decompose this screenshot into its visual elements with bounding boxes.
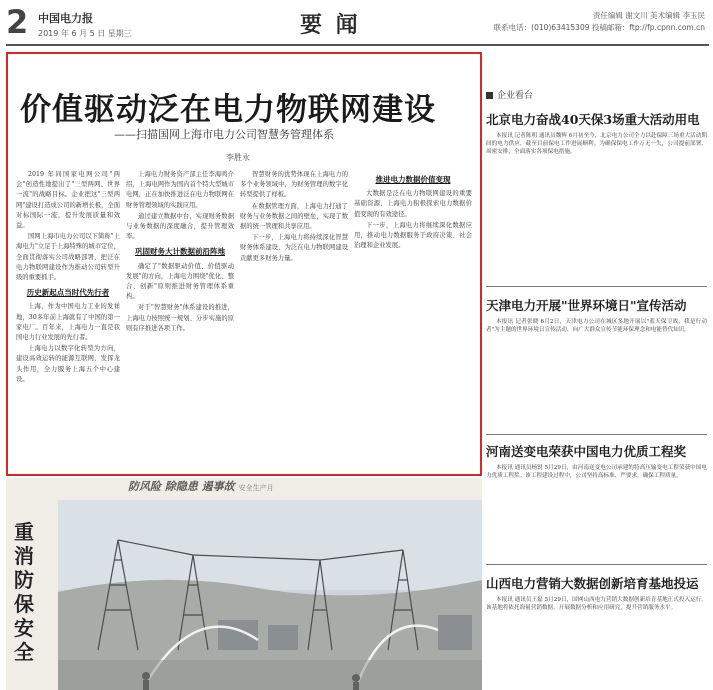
page-number: 2: [6, 3, 29, 41]
sidebar-article-title: 河南送变电荣获中国电力优质工程奖: [486, 444, 687, 459]
firefighting-photo: [58, 500, 482, 690]
section-title: 要 闻: [300, 12, 361, 38]
sidebar-divider: [486, 286, 707, 287]
enterprise-label-text: 企业看台: [497, 91, 534, 101]
paragraph: 本报讯 记者陈明 通讯员魏辉 6月初至今，北京电力公司全力以赴保障三场重大活动期间的电力供应，截至目前保电工作进展顺利。为确保保电工作万无一失，公司提前部署、周密安排，全面落实各项保电措施。: [486, 133, 707, 156]
paragraph: 在数据管理方面，上海电力打通了财务与业务数据之间的壁垒，实现了数据的统一管理和共享应用。: [240, 202, 348, 231]
paragraph: 上海，作为中国电力工业的发祥地，30多年前上海就有了中国的第一家电厂。百年来，上海电力一直是我国电力行业发展的先行者。: [16, 303, 120, 342]
paragraph: 确定了"数据驱动价值、价值驱动发展"的方向，上海电力围绕"优化、整合、创新"原则推进财务管理体系重构。: [126, 262, 234, 301]
safety-banner-text: 防风险 除隐患 遏事故: [128, 480, 235, 493]
sidebar-article-body: [486, 464, 707, 560]
lead-column-1: [16, 170, 120, 470]
header-rule: [6, 44, 709, 46]
sidebar-article-title: 北京电力奋战40天保3场重大活动用电: [486, 112, 700, 127]
sidebar-article-title: 天津电力开展"世界环境日"宣传活动: [486, 298, 687, 313]
lead-headline: 价值驱动泛在电力物联网建设: [20, 92, 436, 128]
lead-column-2: [126, 170, 234, 470]
safety-banner: [128, 478, 368, 498]
square-bullet-icon: [486, 92, 493, 99]
sidebar-article-body: [486, 596, 707, 688]
paragraph: 本报讯 通讯员王磊 5月29日，国网山西电力营销大数据创新培育基地正式投入运行。该基地将依托海量营销数据，开展数据分析和应用研究，提升营销服务水平。: [486, 597, 707, 612]
editors-line-2: 联系电话：(010)63415309 投稿邮箱：ftp://fp.cpnn.com.cn: [493, 23, 705, 32]
paragraph: 上海电力财务资产部主任李海鸣介绍，上海电网作为国内首个特大型城市电网，正在加快推进泛在电力物联网在财务管理领域的实践应用。: [126, 171, 234, 209]
paragraph: 本报讯 记者张晓 6月2日，天津电力公司在城区多地开展以"蓝天保卫战，我是行动者"为主题的世界环境日宣传活动，向广大群众宣传节能环保理念和电能替代知识。: [486, 319, 707, 334]
section-subheading: 历史新起点当时代先行者: [26, 288, 110, 298]
sidebar-article-title: 山西电力营销大数据创新培育基地投运: [486, 576, 699, 591]
paper-date: 2019 年 6 月 5 日 星期三: [38, 29, 132, 38]
paragraph: 2019 年同国家电网公司"两会"创造性地提出了"三型两网、世界一流"的战略目标。企业把这"三型两网"建设打造成公司的新增长极，全面对标国际一流，提升发展质量和效益。: [16, 171, 120, 230]
paragraph: 下一步，上海电力将持续深化智慧财务体系建设，为泛在电力物联网建设贡献更多财务力量。: [240, 234, 348, 262]
safety-banner-sub: 安全生产月: [238, 484, 274, 492]
paragraph: 下一步，上海电力将继续深化数据应用，推动电力数据服务于政府决策、社会治理和企业发展。: [354, 221, 472, 250]
paragraph: 上海电力以数字化转型为方向，建设高效运转的能源互联网，发挥龙头作用，全力服务上海五个中心建设。: [16, 345, 120, 383]
paper-name: 中国电力报: [38, 12, 93, 25]
section-subheading: 推进电力数据价值变现: [375, 175, 451, 184]
lead-subhead: ——扫描国网上海市电力公司智慧务管理体系: [114, 128, 334, 141]
newspaper-header: [0, 0, 713, 46]
vertical-title: 重消防 保安全: [14, 520, 34, 664]
editors-line-1: 责任编辑 谢文川 美术编辑 李玉民: [592, 11, 705, 20]
paragraph: 智慧财务的优势体现在上海电力的多个业务领域中，为财务管理的数字化转型提供了样板。: [240, 171, 348, 199]
paragraph: 本报讯 通讯员杨锐 5月29日，由河南送变电公司承建的特高压输变电工程荣获中国电力优质工程奖。该工程建设过程中，公司坚持高标准、严要求，确保工程质量。: [486, 465, 707, 480]
paragraph: 对于"智慧财务"体系建设的推进，上海电力按照统一规划、分步实施的原则有序推进各项工作。: [126, 304, 234, 332]
paragraph: 国网上海市电力公司以下简称"上海电力"立足于上海特殊的城市定位，全面贯彻落实公司战略部署，把泛在电力物联网建设作为推动公司转型升级的重要抓手。: [16, 233, 120, 282]
lead-column-4: [354, 170, 472, 470]
paragraph: 大数据是泛在电力物联网建设的重要基础资源，上海电力积极探索电力数据价值变现的有效途径。: [354, 190, 472, 218]
editors-info: [494, 10, 705, 34]
substation-scene-illustration: [58, 500, 482, 690]
paragraph: 通过建立数据中台，实现财务数据与业务数据的深度融合，提升管理效率。: [126, 212, 234, 241]
section-subheading: 巩固财务大计数据前沿阵地: [135, 247, 225, 257]
lead-column-3: [240, 170, 348, 470]
enterprise-label: [486, 88, 533, 101]
sidebar-divider: [486, 434, 707, 435]
sidebar-article-body: [486, 318, 707, 430]
sidebar-news-column: [486, 52, 707, 690]
sidebar-article-body: [486, 132, 707, 282]
sidebar-divider: [486, 564, 707, 565]
lead-byline: 李胜永: [226, 153, 250, 162]
